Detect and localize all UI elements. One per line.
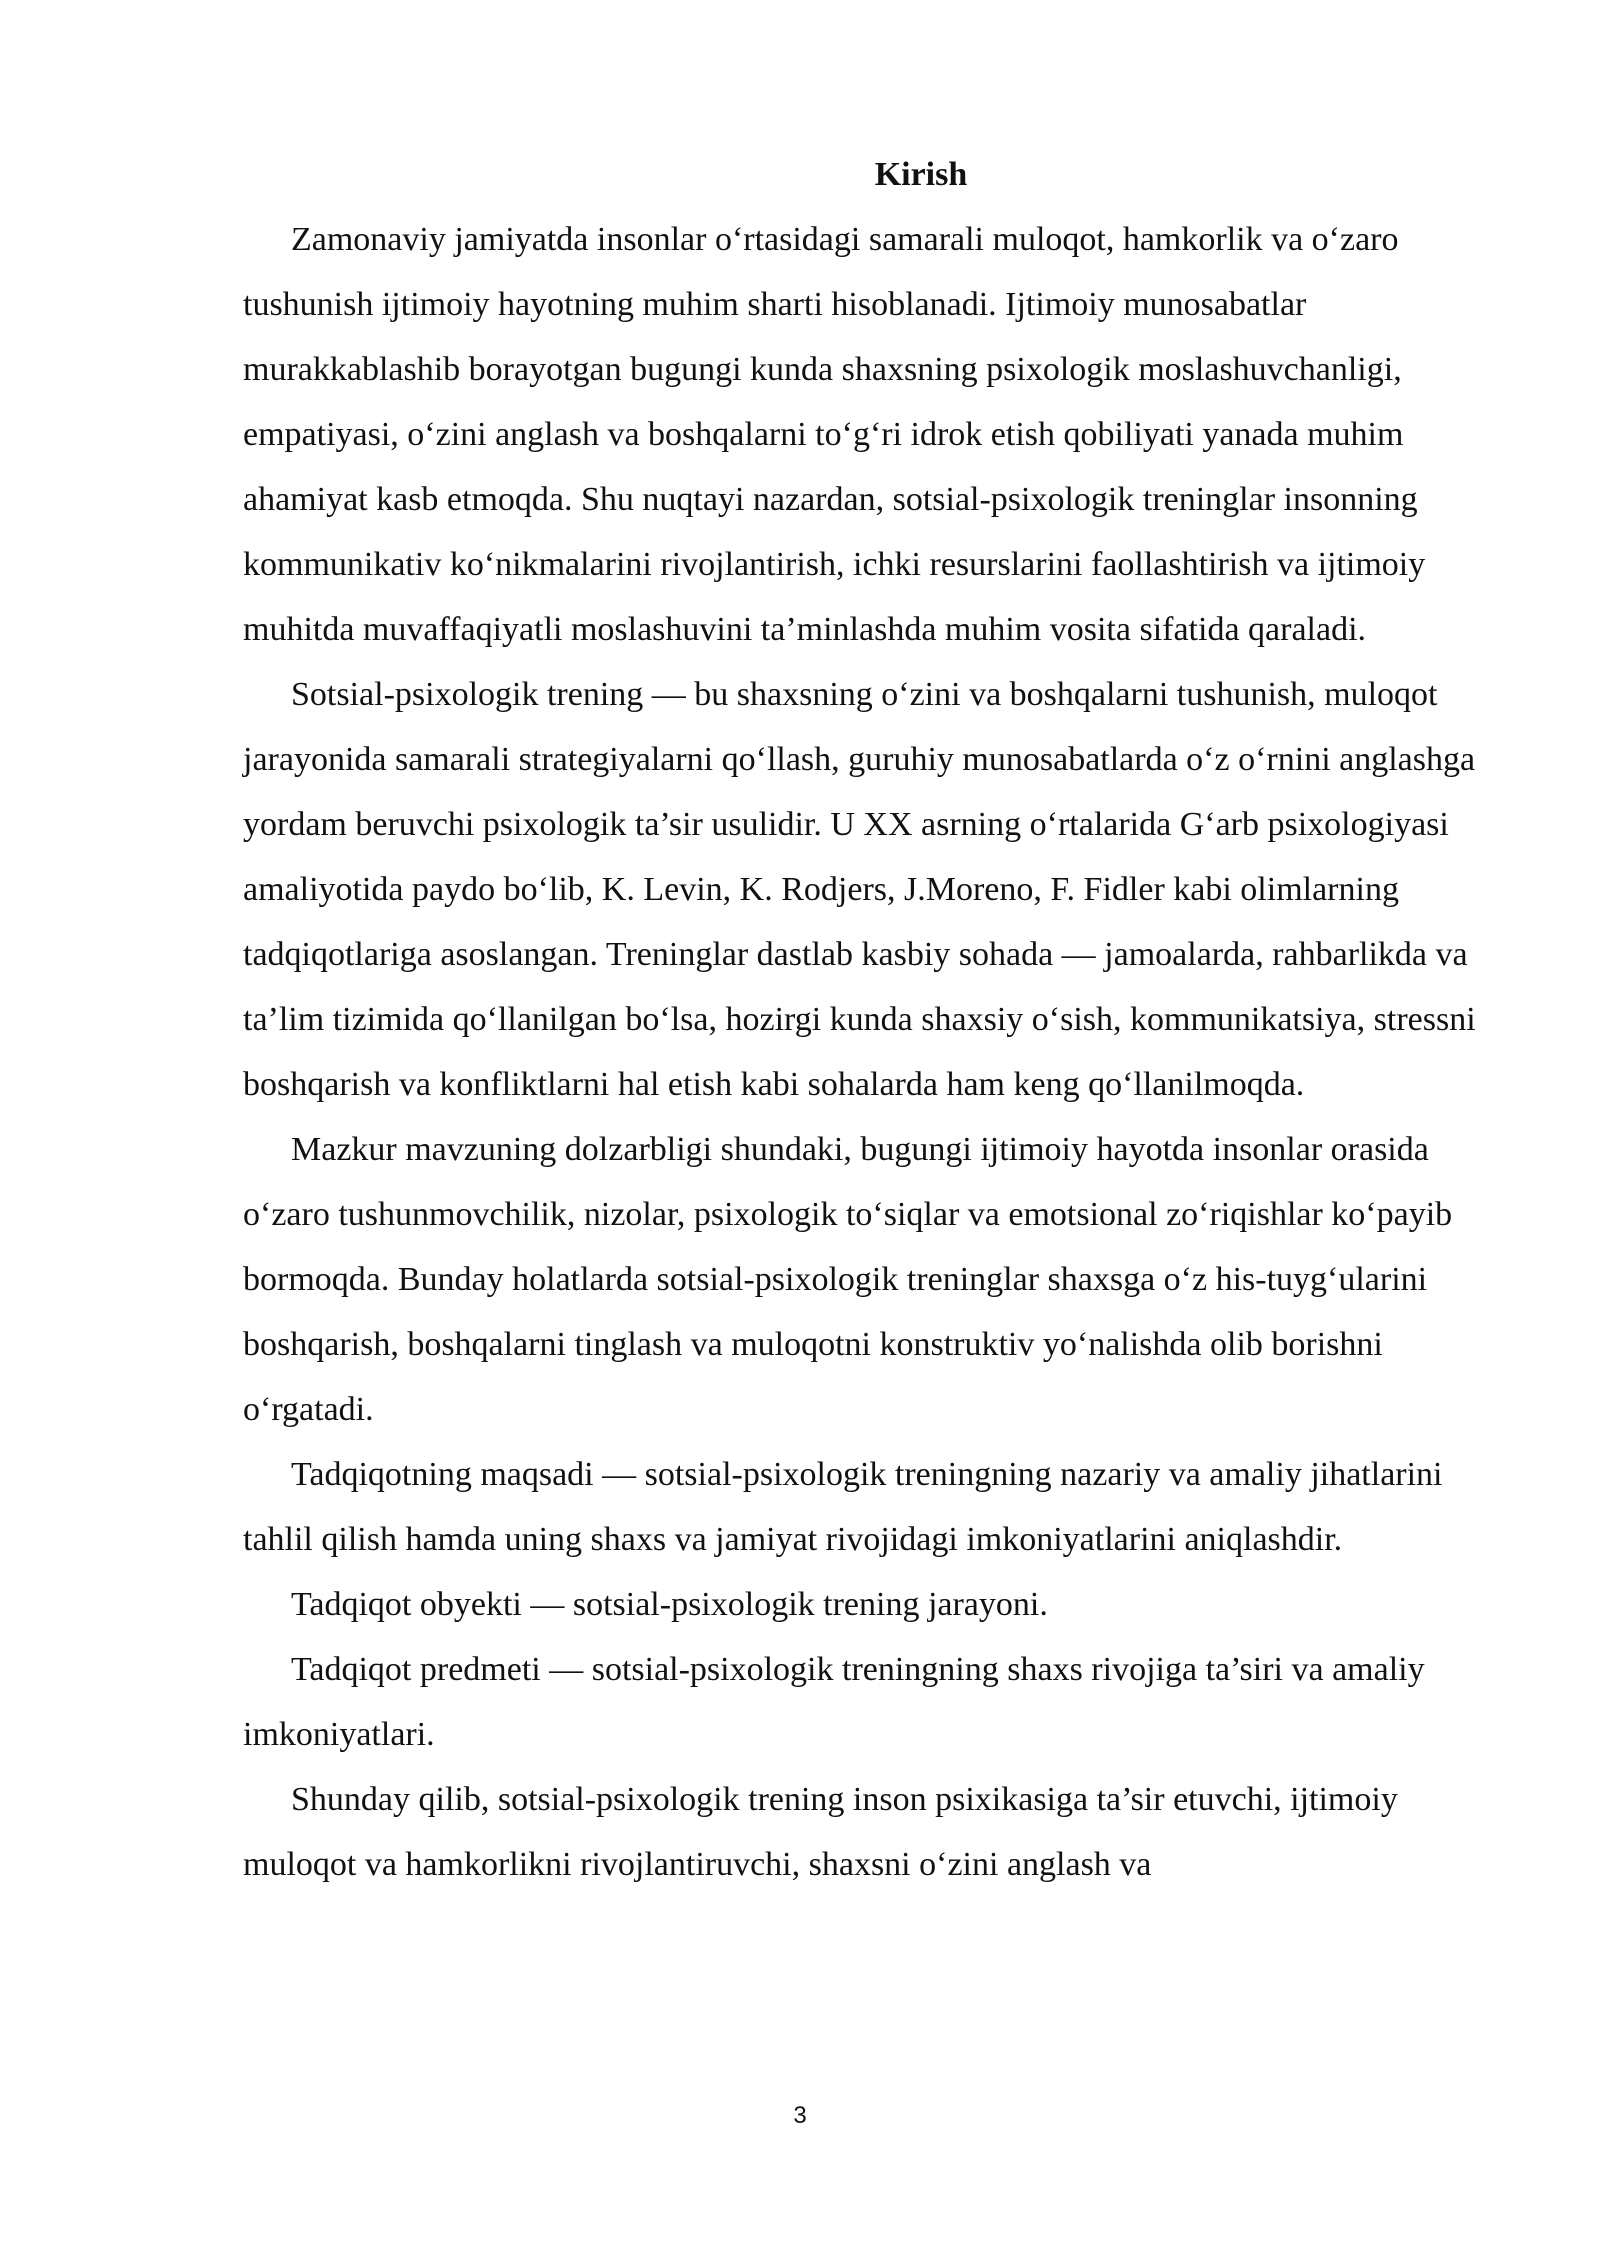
paragraph-definition: Sotsial-psixologik trening — bu shaxsning o‘zini va boshqalarni tushunish, muloqot jarayonida samarali strategiyalarni qo‘llash, guruhiy munosabatlarda o‘z o‘rnini anglashga yordam beruvchi psixologik ta’sir usulidir. U XX asrning o‘rtalarida G‘arb psixologiyasi amaliyotida paydo bo‘lib, K. Levin, K. Rodjers, J.Moreno, F. Fidler kabi olimlarning tadqiqotlariga asoslangan. Treninglar dastlab kasbiy sohada — jamoalarda, rahbarlikda va ta’lim tizimida qo‘llanilgan bo‘lsa, hozirgi kunda shaxsiy o‘sish, kommunikatsiya, stressni boshqarish va konfliktlarni hal etish kabi sohalarda ham keng qo‘llanilmoqda. [243,676,1476,1103]
paragraph-goal: Tadqiqotning maqsadi — sotsial-psixologik treningning nazariy va amaliy jihatlarini tahlil qilish hamda uning shaxs va jamiyat rivojidagi imkoniyatlarini aniqlashdir. [243,1456,1443,1558]
paragraph-object: Tadqiqot obyekti — sotsial-psixologik trening jarayoni. [291,1586,1048,1623]
paragraph-relevance: Mazkur mavzuning dolzarbligi shundaki, bugungi ijtimoiy hayotda insonlar orasida o‘zaro tushunmovchilik, nizolar, psixologik to‘siqlar va emotsional zo‘riqishlar ko‘payib bormoqda. Bunday holatlarda sotsial-psixologik treninglar shaxsga o‘z his-tuyg‘ularini boshqarish, boshqalarni tinglash va muloqotni konstruktiv yo‘nalishda olib borishni o‘rgatadi. [243,1131,1453,1428]
page-body [243,142,1479,1897]
paragraph-conclusion: Shunday qilib, sotsial-psixologik trening inson psixikasiga ta’sir etuvchi, ijtimoiy muloqot va hamkorlikni rivojlantiruvchi, shaxsni o‘zini anglash va [243,1781,1398,1883]
page-number: 3 [793,2102,807,2129]
section-title: Kirish [874,156,968,193]
paragraph-introduction: Zamonaviy jamiyatda insonlar o‘rtasidagi samarali muloqot, hamkorlik va o‘zaro tushunish ijtimoiy hayotning muhim sharti hisoblanadi. Ijtimoiy munosabatlar murakkablashib borayotgan bugungi kunda shaxsning psixologik moslashuvchanligi, empatiyasi, o‘zini anglash va boshqalarni to‘g‘ri idrok etish qobiliyati yanada muhim ahamiyat kasb etmoqda. Shu nuqtayi nazardan, sotsial-psixologik treninglar insonning kommunikativ ko‘nikmalarini rivojlantirish, ichki resurslarini faollashtirish va ijtimoiy muhitda muvaffaqiyatli moslashuvini ta’minlashda muhim vosita sifatida qaraladi. [243,221,1426,648]
paragraph-subject: Tadqiqot predmeti — sotsial-psixologik treningning shaxs rivojiga ta’siri va amaliy imkoniyatlari. [243,1651,1425,1753]
